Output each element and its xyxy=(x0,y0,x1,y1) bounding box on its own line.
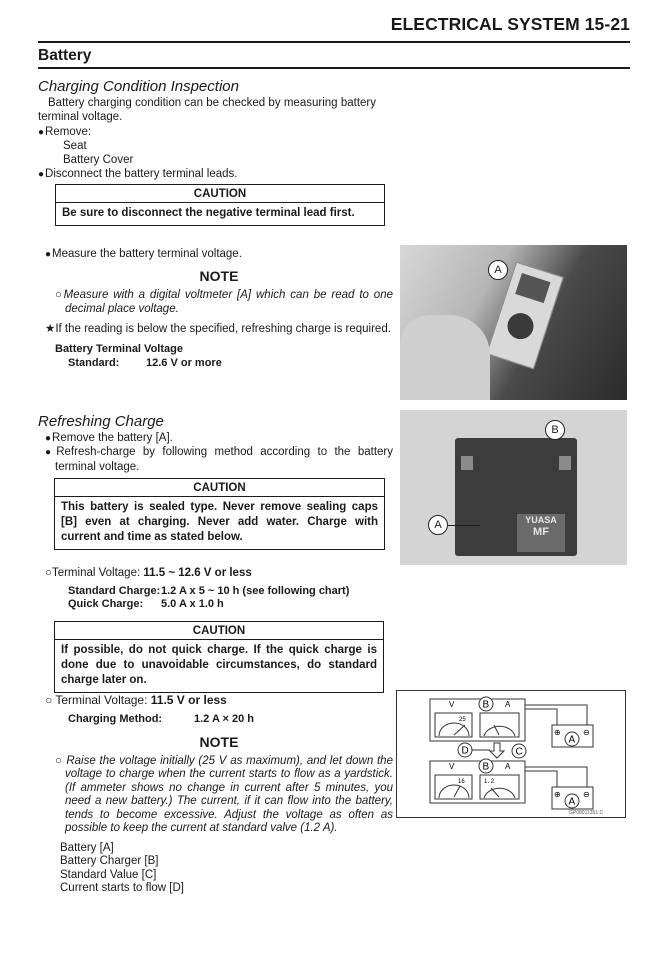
charging-method-value: 1.2 A × 20 h xyxy=(194,713,255,725)
needle xyxy=(454,786,460,797)
spec-title: Battery Terminal Voltage xyxy=(55,343,183,355)
charger-top xyxy=(430,699,525,741)
a-label: A xyxy=(505,762,511,771)
spec-value: 12.6 V or more xyxy=(146,357,222,369)
plus-sign: ⊕ xyxy=(554,728,561,737)
case1-value: 11.5 ~ 12.6 V or less xyxy=(143,567,252,579)
battery-callout: A xyxy=(568,734,576,746)
case2-value: 11.5 V or less xyxy=(150,693,227,707)
measure-text: Measure the battery terminal voltage. xyxy=(52,248,242,260)
remove-battery-step xyxy=(45,431,173,446)
remove-item: Battery Cover xyxy=(63,154,134,166)
diagram-svg xyxy=(397,691,625,817)
case2-label: Terminal Voltage: xyxy=(55,693,148,707)
legend-item: Battery Charger [B] xyxy=(60,855,159,868)
minus-sign: ⊖ xyxy=(583,728,590,737)
standard-charge-value: 1.2 A x 5 ~ 10 h (see following chart) xyxy=(161,585,350,597)
case1-terminal-voltage: ○Terminal Voltage: 11.5 ~ 12.6 V or less xyxy=(45,567,252,579)
caution-heading: CAUTION xyxy=(55,622,383,640)
note-body: ○Measure with a digital voltmeter [A] which can be read to one decimal place voltage. xyxy=(55,289,393,315)
voltmeter-bottom xyxy=(435,775,472,799)
minus-sign: ⊖ xyxy=(583,790,590,799)
ammeter-arc xyxy=(484,788,515,798)
photo-battery xyxy=(400,410,627,565)
spec-label: Standard: xyxy=(68,357,120,369)
down-arrow-icon xyxy=(490,743,504,758)
leader-line xyxy=(448,525,480,526)
caution-heading: CAUTION xyxy=(55,479,384,497)
note-heading: NOTE xyxy=(199,734,239,750)
v-label: V xyxy=(449,700,455,709)
charging-method-label: Charging Method: xyxy=(68,713,163,725)
battery-callout: A xyxy=(568,796,576,808)
hand-shape xyxy=(400,315,490,400)
quick-charge-value: 5.0 A x 1.0 h xyxy=(161,598,224,610)
battery-badge: MF xyxy=(533,526,549,538)
battery-brand: YUASA xyxy=(525,515,557,525)
needle xyxy=(454,725,465,735)
section-title: Battery xyxy=(38,47,92,64)
caution-body: If possible, do not quick charge. If the quick charge is done due to unavoidable circumstances, do standard charge later on. xyxy=(61,644,377,686)
caution-body: Be sure to disconnect the negative terminal lead first. xyxy=(62,207,355,219)
standard-callout: C xyxy=(515,746,523,758)
wire xyxy=(525,771,557,787)
figure-code: GP08011351 C xyxy=(569,810,604,816)
note-heading: NOTE xyxy=(199,268,239,284)
voltmeter-top xyxy=(435,713,472,737)
inspection-intro: Battery charging condition can be checked by measuring battery terminal voltage. xyxy=(38,97,376,123)
legend-item: Current starts to flow [D] xyxy=(60,881,184,894)
header-rule xyxy=(38,41,630,43)
remove-label: Remove: xyxy=(45,126,92,138)
note-text: Raise the voltage initially (25 V as maximum), and let down the voltage to charge when the current starts to flow as a yardstick. (If ammeter shows no change in current after 5 minutes, you need a new battery.) The current, if it can flow into the battery, tends to become excessive. Adjust the voltage as often as possible to keep the current at standard valve (1.2 A). xyxy=(65,755,393,835)
a-reading: 1. 2 xyxy=(484,779,495,785)
ammeter-arc xyxy=(484,726,515,736)
refresh-text: Refresh-charge by following method according to the battery terminal voltage. xyxy=(55,446,393,473)
voltmeter-display xyxy=(515,273,550,303)
legend-list xyxy=(60,842,184,895)
measure-step xyxy=(45,247,242,262)
subsection-title-inspection: Charging Condition Inspection xyxy=(38,78,239,95)
charging-diagram xyxy=(396,690,626,818)
note-text: Measure with a digital voltmeter [A] which can be read to one decimal place voltage. xyxy=(63,289,393,315)
section-rule xyxy=(38,67,630,69)
wire xyxy=(525,709,557,725)
callout-b: B xyxy=(545,420,565,440)
caution-body: This battery is sealed type. Never remove sealing caps [B] even at charging. Never add water. Charge with current and time as stated below. xyxy=(61,501,378,543)
charger-bottom xyxy=(430,761,525,803)
caution-box-quick-charge xyxy=(54,621,384,693)
photo-voltmeter xyxy=(400,245,627,400)
battery-body xyxy=(455,438,577,556)
disconnect-step xyxy=(38,167,237,182)
caution-box-negative-lead xyxy=(55,184,385,226)
remove-item: Seat xyxy=(63,140,87,152)
terminal-shape xyxy=(461,456,473,470)
charger-callout: B xyxy=(482,761,490,773)
disconnect-text: Disconnect the battery terminal leads. xyxy=(45,168,238,180)
chapter-title: ELECTRICAL SYSTEM 15-21 xyxy=(390,14,630,34)
callout-a: A xyxy=(488,260,508,280)
voltmeter-dial xyxy=(504,310,537,343)
plus-sign: ⊕ xyxy=(554,790,561,799)
if-below-text: If the reading is below the specified, refreshing charge is required. xyxy=(55,323,391,335)
legend-item: Battery [A] xyxy=(60,842,114,854)
remove-battery-text: Remove the battery [A]. xyxy=(52,432,173,444)
needle xyxy=(491,788,499,797)
refresh-step xyxy=(45,445,393,474)
quick-charge-label: Quick Charge: xyxy=(68,598,144,610)
case2-terminal-voltage: ○ Terminal Voltage: 11.5 V or less xyxy=(45,693,227,707)
wire xyxy=(525,705,587,725)
remove-step xyxy=(38,125,91,140)
subsection-title-refreshing: Refreshing Charge xyxy=(38,413,164,430)
v-label: V xyxy=(449,762,455,771)
wire xyxy=(525,767,587,787)
ammeter-top xyxy=(480,713,519,737)
if-below-step: ★If the reading is below the specified, refreshing charge is required. xyxy=(45,323,391,335)
battery-label xyxy=(517,514,565,552)
case1-label: Terminal Voltage: xyxy=(51,567,141,579)
standard-charge-label: Standard Charge: xyxy=(68,585,161,597)
charger-callout: B xyxy=(482,699,490,711)
callout-a: A xyxy=(428,515,448,535)
flow-callout: D xyxy=(461,745,469,757)
caution-heading: CAUTION xyxy=(56,185,384,203)
a-label: A xyxy=(505,700,511,709)
v-reading: 25 xyxy=(459,717,466,723)
terminal-shape xyxy=(559,456,571,470)
legend-item: Standard Value [C] xyxy=(60,868,157,881)
v-reading: 16 xyxy=(458,779,465,785)
caution-box-sealed xyxy=(54,478,385,550)
note-body: ○ Raise the voltage initially (25 V as maximum), and let down the voltage to charge when the current starts to flow as a yardstick. (If ammeter shows no change in current after 5 minutes, you need a new battery.) The current, if it can flow into the battery, tends to become excessive. Adjust the voltage as often as possible to keep the current at standard valve (1.2 A). xyxy=(55,755,393,835)
